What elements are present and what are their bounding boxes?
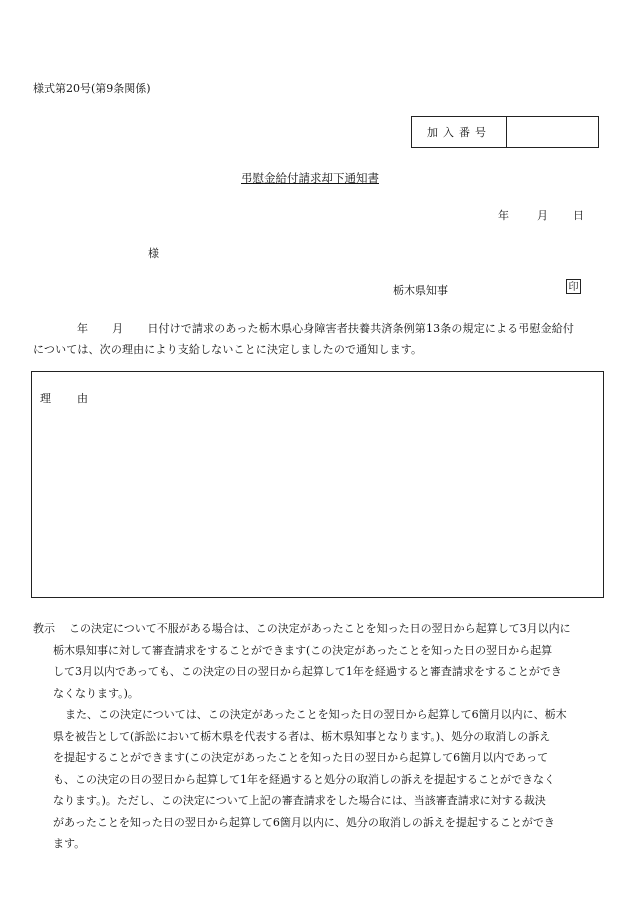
instruction-p2-line-5: なります。)。ただし、この決定について上記の審査請求をした場合には、当該審査請求に対する裁決 <box>53 794 546 807</box>
reason-label <box>40 390 88 406</box>
date-day-label: 日 <box>573 209 584 222</box>
seal-mark: 印 <box>566 279 581 294</box>
instruction-p1-line-1: この決定について不服がある場合は、この決定があったことを知った日の翌日から起算して3月以内に <box>69 622 571 635</box>
date-month-label: 月 <box>537 209 548 222</box>
body-line-1: 日付けで請求のあった栃木県心身障害者扶養共済条例第13条の規定による弔慰金給付 <box>147 322 575 335</box>
reason-label-char-2: 由 <box>77 392 88 405</box>
date-year-label: 年 <box>498 209 509 222</box>
instruction-p2-line-3: を提起することができます(この決定があったことを知った日の翌日から起算して6箇月以内であって <box>53 751 549 764</box>
member-number-field[interactable] <box>507 117 598 147</box>
instruction-section <box>33 618 598 855</box>
form-number: 様式第20号(第9条関係) <box>33 82 151 95</box>
instruction-p2-line-4: も、この決定の日の翌日から起算して1年を経過すると処分の取消しの訴えを提起することができなく <box>53 772 555 786</box>
date-line <box>498 207 584 223</box>
body-year-label: 年 <box>77 322 89 335</box>
notice-body <box>33 318 593 360</box>
member-number-box <box>411 116 599 148</box>
instruction-p2-line-1: また、この決定については、この決定があったことを知った日の翌日から起算して6箇月以内に、栃木 <box>65 708 567 721</box>
instruction-p1-line-3: して3月以内であっても、この決定の日の翌日から起算して1年を経過すると審査請求をすることができ <box>53 665 562 678</box>
instruction-p2-line-7: ます。 <box>53 837 86 850</box>
reason-box[interactable] <box>31 371 604 598</box>
body-line-2: については、次の理由により支給しないことに決定しましたので通知します。 <box>33 343 423 356</box>
reason-label-char-1: 理 <box>40 392 51 405</box>
instruction-p2-line-6: があったことを知った日の翌日から起算して6箇月以内に、処分の取消しの訴えを提起することができ <box>53 815 555 829</box>
page-title: 弔慰金給付請求却下通知書 <box>241 171 379 185</box>
instruction-p1-line-2: 栃木県知事に対して審査請求をすることができます(この決定があったことを知った日の翌日から起算 <box>53 643 553 657</box>
addressee-honorific: 様 <box>148 247 159 260</box>
body-month-label: 月 <box>112 322 124 335</box>
instruction-heading: 教示 <box>33 622 55 635</box>
instruction-p2-line-2: 県を被告として(訴訟において栃木県を代表する者は、栃木県知事となります。)、処分の取消しの訴え <box>53 729 551 743</box>
member-number-label: 加入番号 <box>412 117 507 147</box>
issuer-name: 栃木県知事 <box>393 284 448 297</box>
instruction-p1-line-4: なくなります。)。 <box>53 686 139 700</box>
